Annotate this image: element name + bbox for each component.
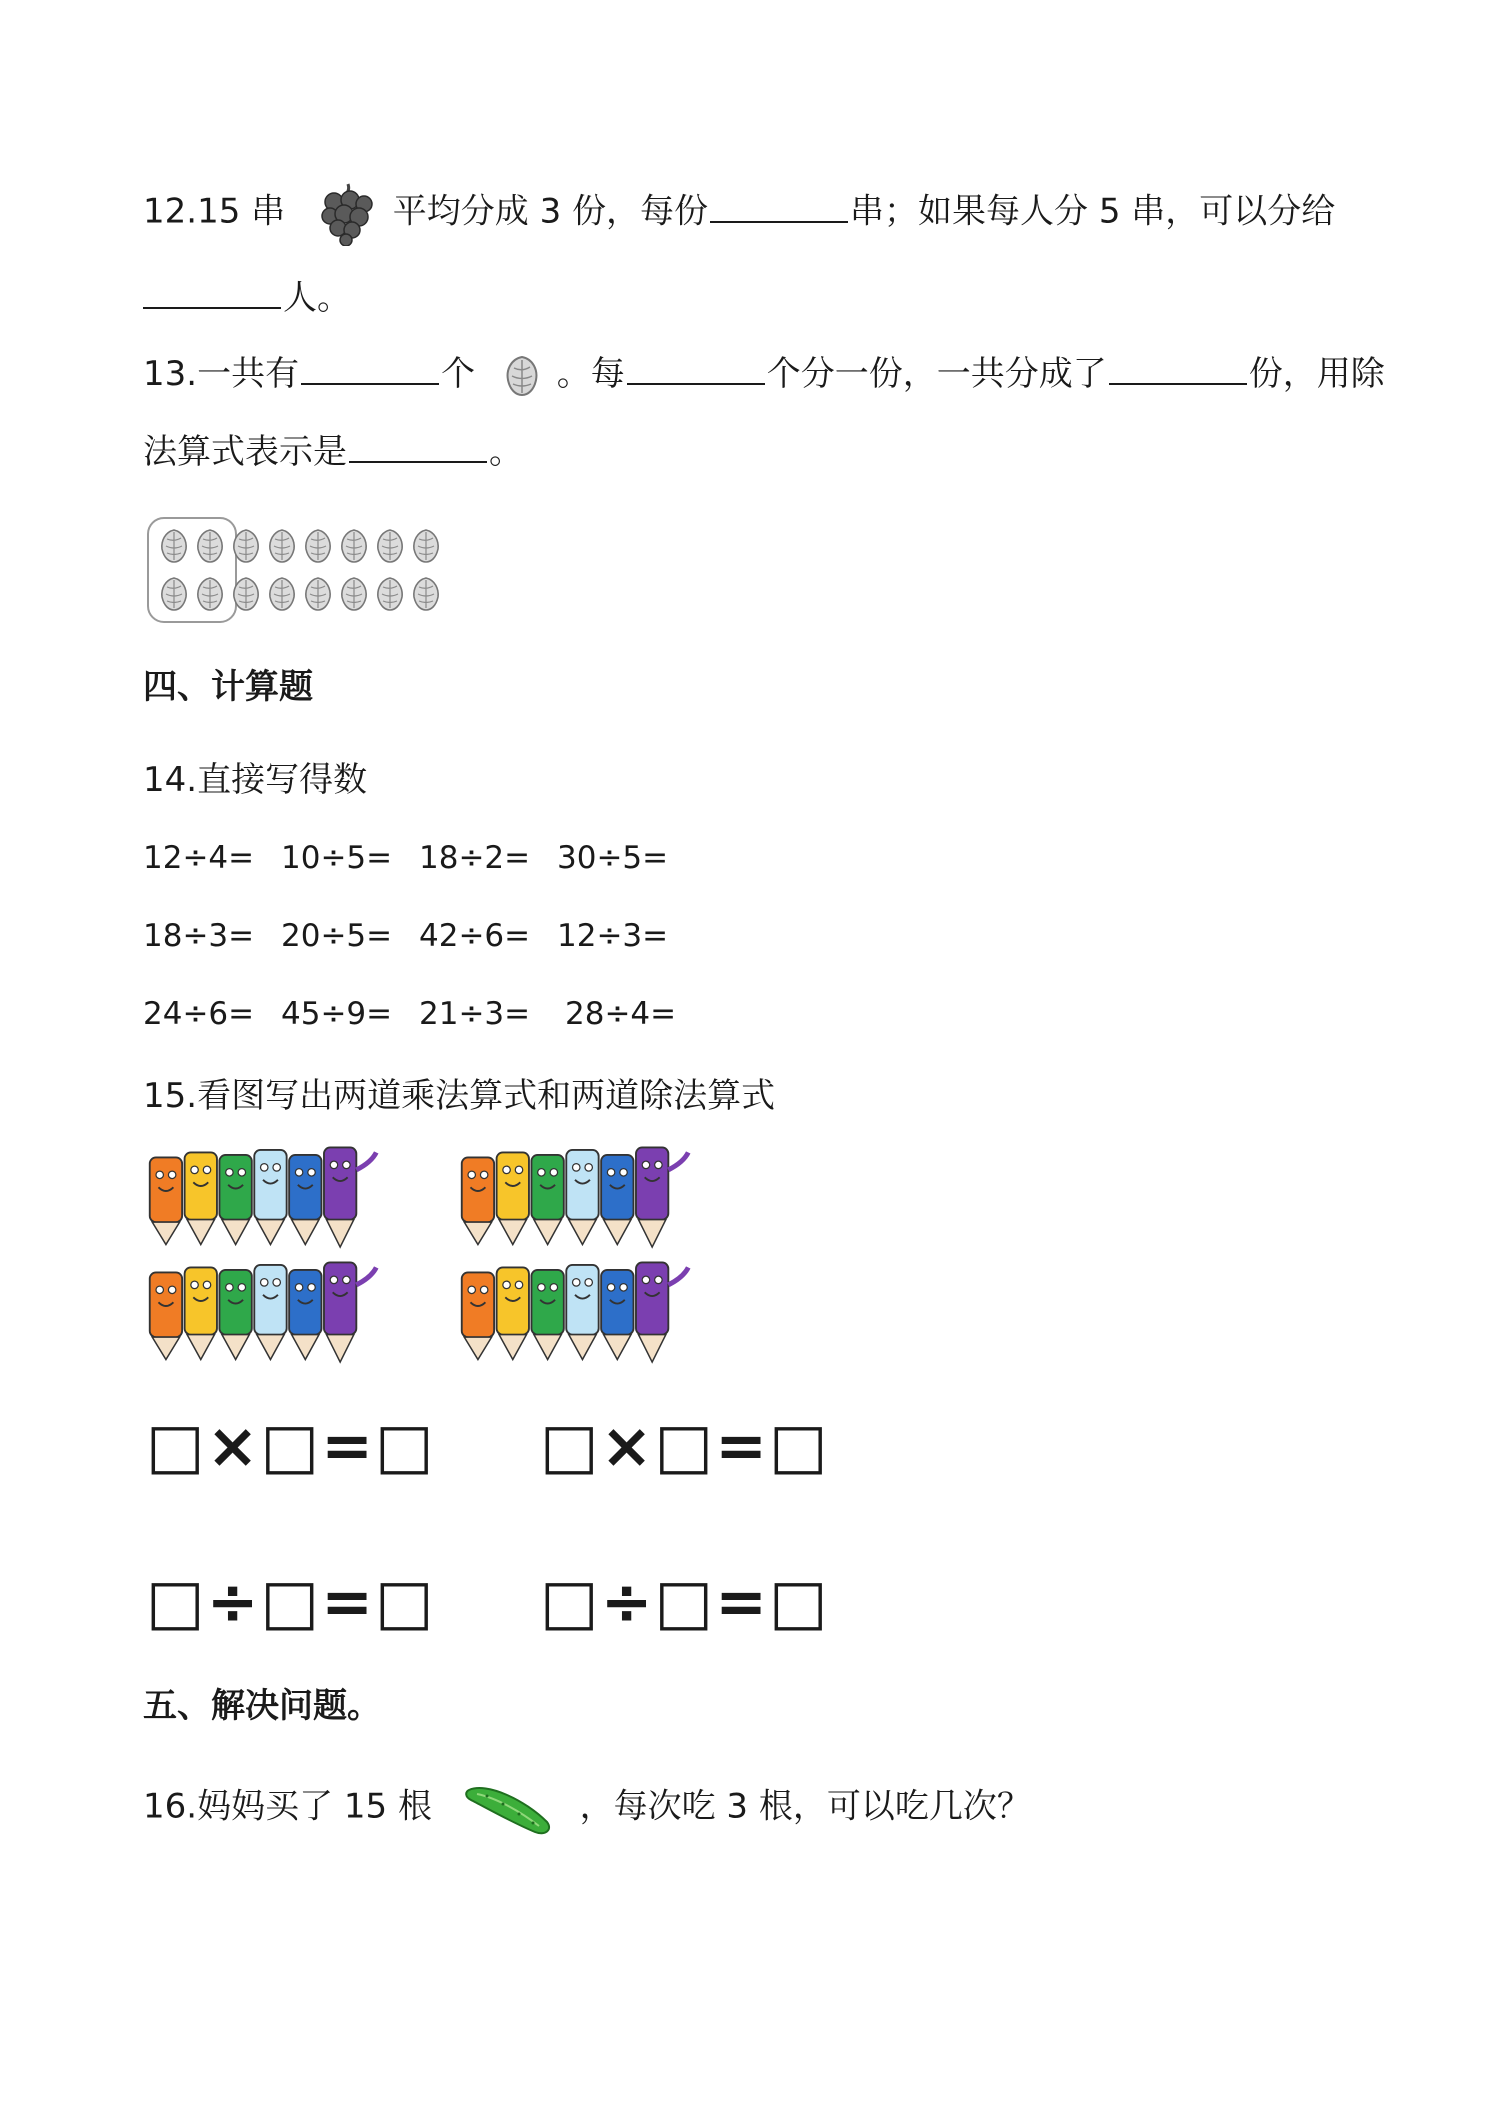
q13-line2-end: 。	[489, 432, 523, 472]
crayon-group-icon	[455, 1255, 695, 1367]
q13-blank-4[interactable]	[349, 431, 487, 463]
calc-row-3	[143, 994, 703, 1034]
calc-item: 12÷3=	[557, 918, 669, 954]
q16-suffix: ，每次吃 3 根，可以吃几次？	[579, 1786, 1031, 1827]
multiplication-equation-2: □×□=□	[540, 1409, 830, 1482]
calc-row-1	[143, 838, 695, 878]
calc-item: 28÷4=	[565, 996, 677, 1032]
crayon-group-icon	[455, 1140, 695, 1252]
question-13-line-2	[143, 430, 523, 474]
group-circle-outline	[148, 518, 236, 622]
q12-prefix: 12.15 串	[143, 191, 286, 232]
walnut-group-figure	[146, 516, 466, 626]
question-15-title: 15.看图写出两道乘法算式和两道除法算式	[143, 1076, 776, 1116]
cucumber-icon	[463, 1778, 555, 1838]
calc-item: 30÷5=	[557, 840, 669, 876]
q13-text-2: 。每	[556, 354, 625, 394]
calc-item: 24÷6=	[143, 996, 255, 1032]
walnut-row-top	[162, 530, 438, 562]
question-16-line	[143, 1778, 1031, 1838]
multiplication-equation-1: □×□=□	[146, 1409, 436, 1482]
walnut-row-bottom	[162, 578, 438, 610]
section-4-heading: 四、计算题	[143, 667, 313, 707]
q13-blank-1[interactable]	[301, 353, 439, 385]
walnut-icon	[502, 354, 542, 398]
grape-bunch-icon	[316, 180, 378, 246]
division-equation-1: □÷□=□	[146, 1565, 436, 1638]
q13-text-1: 个	[441, 354, 476, 394]
question-14-title: 14.直接写得数	[143, 760, 368, 800]
q12-text-1: 平均分成 3 份，每份	[392, 191, 709, 232]
section-5-heading: 五、解决问题。	[143, 1686, 381, 1726]
q12-blank-2[interactable]	[143, 277, 281, 309]
calc-item: 18÷3=	[143, 918, 255, 954]
calc-item: 42÷6=	[419, 918, 531, 954]
calc-item: 21÷3=	[419, 996, 531, 1032]
q13-blank-2[interactable]	[627, 353, 765, 385]
calc-row-2	[143, 916, 695, 956]
q16-prefix: 16.妈妈买了 15 根	[143, 1786, 432, 1827]
q12-blank-1[interactable]	[710, 191, 848, 223]
q12-text-2: 串；如果每人分 5 串，可以分给	[850, 191, 1336, 232]
q13-blank-3[interactable]	[1109, 353, 1247, 385]
q13-text-3: 个分一份，一共分成了	[766, 354, 1107, 394]
calc-item: 45÷9=	[281, 996, 393, 1032]
calc-item: 12÷4=	[143, 840, 255, 876]
division-equation-2: □÷□=□	[540, 1565, 830, 1638]
q12-text-3: 人。	[283, 278, 351, 318]
calc-item: 18÷2=	[419, 840, 531, 876]
question-13-line-1	[143, 352, 1385, 398]
question-12-line-1	[143, 180, 1335, 246]
q13-text-4: 份，用除	[1248, 354, 1385, 394]
q13-prefix: 13.一共有	[143, 354, 300, 394]
q13-line2-text: 法算式表示是	[143, 432, 347, 472]
calc-item: 10÷5=	[281, 840, 393, 876]
calc-item: 20÷5=	[281, 918, 393, 954]
question-12-line-2	[143, 276, 351, 320]
crayon-group-icon	[143, 1140, 383, 1252]
crayon-group-icon	[143, 1255, 383, 1367]
